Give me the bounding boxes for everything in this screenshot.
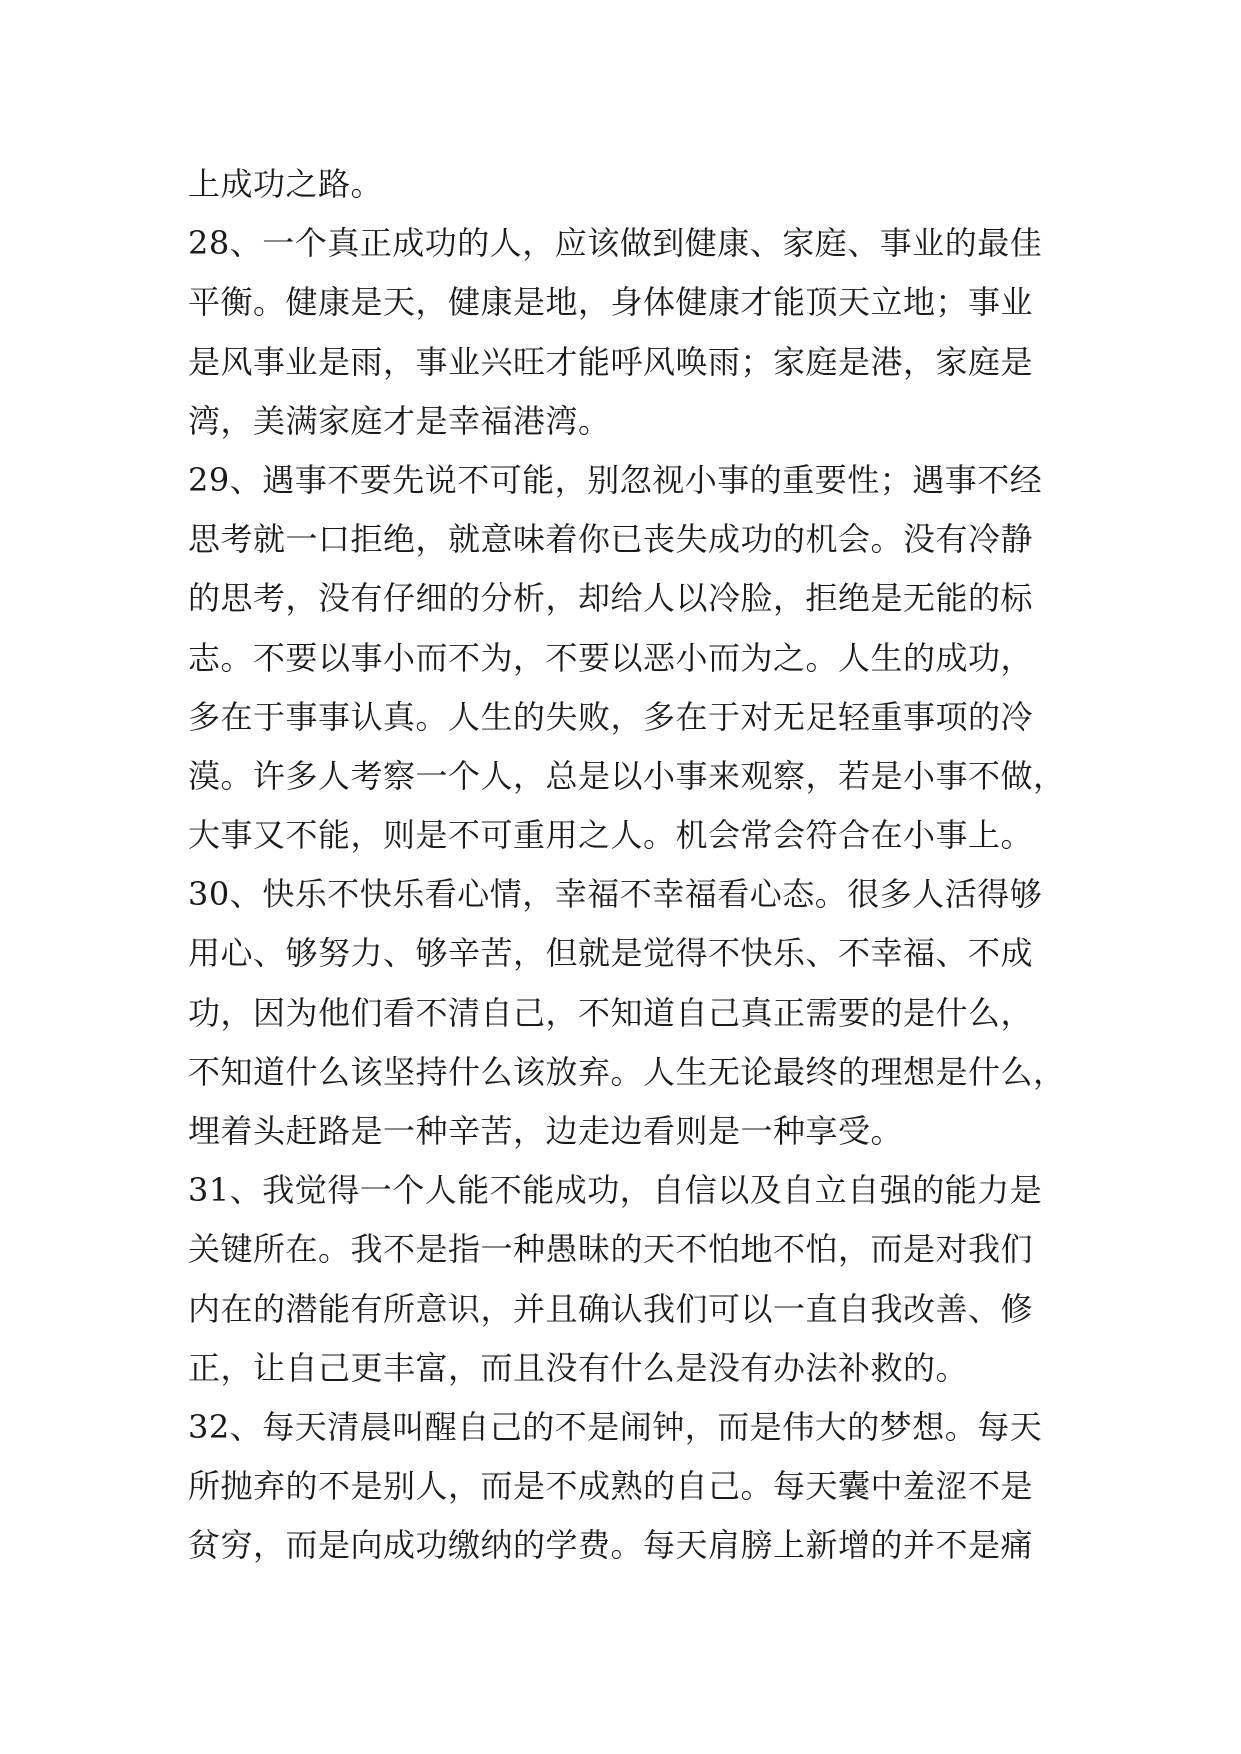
text-line: 上成功之路。 <box>188 165 384 203</box>
text-line: 贫穷，而是向成功缴纳的学费。每天肩膀上新增的并不是痛 <box>188 1526 1034 1565</box>
text-line: 内在的潜能有所意识，并且确认我们可以一直自我改善、修 <box>188 1289 1034 1328</box>
text-line: 大事又不能，则是不可重用之人。机会常会符合在小事上。 <box>188 816 1034 855</box>
text-line: 29、遇事不要先说不可能，别忽视小事的重要性；遇事不经 <box>188 460 1043 499</box>
text-line: 所抛弃的不是别人，而是不成熟的自己。每天囊中羞涩不是 <box>188 1467 1034 1506</box>
text-line: 31、我觉得一个人能不能成功，自信以及自立自强的能力是 <box>188 1171 1043 1210</box>
text-line: 关键所在。我不是指一种愚昧的天不怕地不怕，而是对我们 <box>188 1230 1034 1269</box>
text-line: 32、每天清晨叫醒自己的不是闹钟，而是伟大的梦想。每天 <box>188 1407 1043 1446</box>
text-line: 用心、够努力、够辛苦，但就是觉得不快乐、不幸福、不成 <box>188 934 1034 973</box>
text-line: 湾，美满家庭才是幸福港湾。 <box>188 401 611 440</box>
text-line: 志。不要以事小而不为，不要以恶小而为之。人生的成功， <box>188 638 1034 677</box>
text-line: 多在于事事认真。人生的失败，多在于对无足轻重事项的冷 <box>188 697 1034 736</box>
text-line: 平衡。健康是天，健康是地，身体健康才能顶天立地；事业 <box>188 283 1034 322</box>
text-line: 30、快乐不快乐看心情，幸福不幸福看心态。很多人活得够 <box>188 875 1043 914</box>
text-line: 的思考，没有仔细的分析，却给人以冷脸，拒绝是无能的标 <box>188 579 1034 618</box>
text-line: 功，因为他们看不清自己，不知道自己真正需要的是什么， <box>188 993 1034 1032</box>
text-line: 28、一个真正成功的人，应该做到健康、家庭、事业的最佳 <box>188 224 1043 263</box>
text-line: 埋着头赶路是一种辛苦，边走边看则是一种享受。 <box>188 1112 904 1150</box>
text-line: 是风事业是雨，事业兴旺才能呼风唤雨；家庭是港，家庭是 <box>188 342 1034 381</box>
text-line: 思考就一口拒绝，就意味着你已丧失成功的机会。没有冷静 <box>188 520 1034 559</box>
text-line: 漠。许多人考察一个人，总是以小事来观察，若是小事不做， <box>188 756 1066 795</box>
text-line: 正，让自己更丰富，而且没有什么是没有办法补救的。 <box>188 1348 969 1387</box>
document-body <box>188 155 1068 1576</box>
text-line: 不知道什么该坚持什么该放弃。人生无论最终的理想是什么， <box>188 1052 1066 1091</box>
